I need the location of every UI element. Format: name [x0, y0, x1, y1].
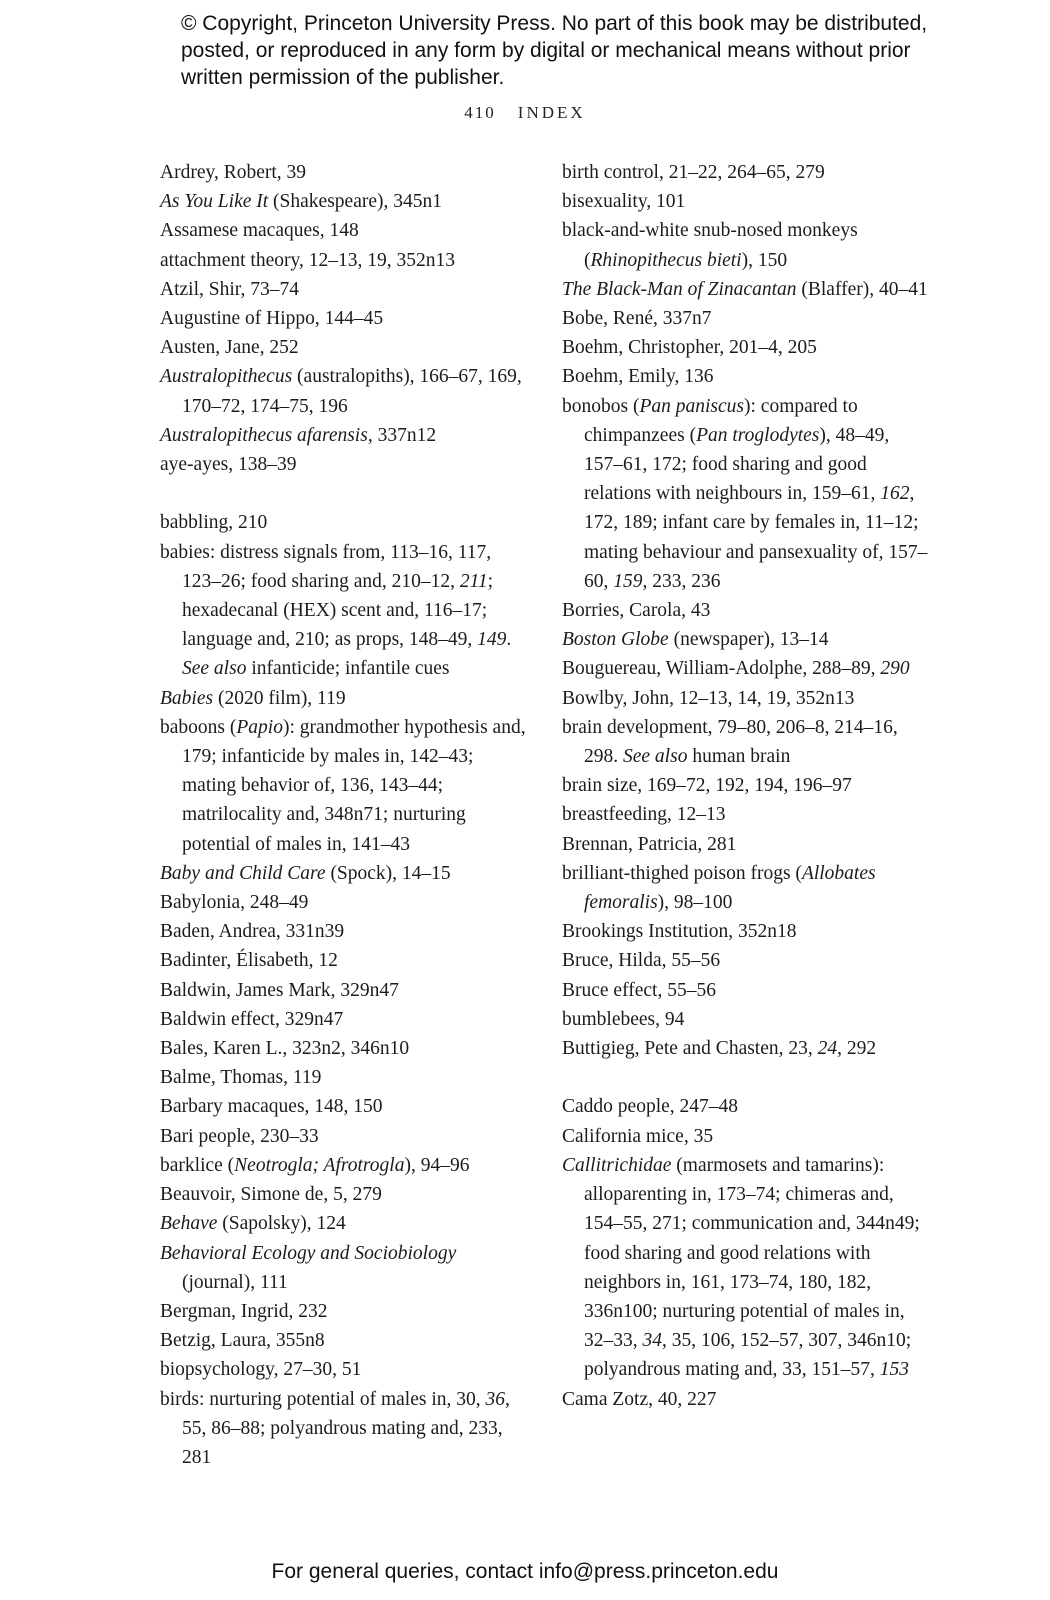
index-entry: brilliant-thighed poison frogs (Allobates femoralis), 98–100: [562, 862, 876, 914]
index-entry: Atzil, Shir, 73–74: [160, 278, 299, 300]
index-entry: Callitrichidae (marmosets and tamarins): alloparenting in, 173–74; chimeras and, 154–55, 271; communication and, 344n49; food sharing and good relations with neighbors in, 161, 173–74, 180, 182, 336n100; nurturing potential of males in, 32–33, 34, 35, 106, 152–57, 307, 346n10; polyandrous mating and, 33, 151–57, 153: [562, 1154, 920, 1381]
index-entry: Bruce effect, 55–56: [562, 979, 716, 1001]
index-entry: aye-ayes, 138–39: [160, 454, 297, 476]
index-entry: Bouguereau, William-Adolphe, 288–89, 290: [562, 658, 910, 680]
index-entry: Cama Zotz, 40, 227: [562, 1388, 717, 1410]
index-column-left: [160, 158, 530, 1472]
index-entry: Caddo people, 247–48: [562, 1096, 739, 1118]
index-entry: brain development, 79–80, 206–8, 214–16, 298. See also human brain: [562, 716, 898, 768]
section-gap: [160, 479, 530, 508]
index-entry: babies: distress signals from, 113–16, 117, 123–26; food sharing and, 210–12, 211; hexadecanal (HEX) scent and, 116–17; language and, 210; as props, 148–49, 149. See also infanticide; infantile cues: [160, 541, 512, 680]
index-entry: Barbary macaques, 148, 150: [160, 1096, 383, 1118]
index-entry: brain size, 169–72, 192, 194, 196–97: [562, 775, 852, 797]
index-entry: attachment theory, 12–13, 19, 352n13: [160, 249, 455, 271]
index-entry: bisexuality, 101: [562, 191, 686, 213]
index-entry: Boehm, Christopher, 201–4, 205: [562, 337, 817, 359]
index-entry: Austen, Jane, 252: [160, 337, 299, 359]
index-column-right: [562, 158, 932, 1414]
index-entry: Ardrey, Robert, 39: [160, 162, 307, 183]
index-entry: The Black-Man of Zinacantan (Blaffer), 40–41: [562, 278, 928, 300]
index-entry: Bobe, René, 337n7: [562, 308, 712, 330]
index-entry: Brookings Institution, 352n18: [562, 921, 797, 943]
index-entry: Brennan, Patricia, 281: [562, 833, 737, 855]
page-number: 410: [464, 103, 496, 122]
index-entry: black-and-white snub-nosed monkeys (Rhinopithecus bieti), 150: [562, 220, 858, 271]
index-entry: Australopithecus afarensis, 337n12: [160, 424, 437, 446]
index-entry: breastfeeding, 12–13: [562, 804, 726, 826]
section-title: INDEX: [517, 103, 586, 122]
index-entry: Bales, Karen L., 323n2, 346n10: [160, 1038, 410, 1060]
index-entry: Baldwin effect, 329n47: [160, 1008, 344, 1030]
copyright-notice: © Copyright, Princeton University Press. No part of this book may be distributed, posted, or reproduced in any form by digital or mechanical means without prior written permission of the publisher.: [181, 12, 928, 89]
index-entry: Behave (Sapolsky), 124: [160, 1213, 346, 1235]
index-entry: Baldwin, James Mark, 329n47: [160, 979, 399, 1001]
index-entry: biopsychology, 27–30, 51: [160, 1359, 362, 1381]
index-entry: Badinter, Élisabeth, 12: [160, 950, 338, 972]
index-entry: Bari people, 230–33: [160, 1125, 319, 1147]
index-entry: barklice (Neotrogla; Afrotrogla), 94–96: [160, 1154, 470, 1176]
index-entry: Bowlby, John, 12–13, 14, 19, 352n13: [562, 687, 855, 709]
index-entry: baboons (Papio): grandmother hypothesis and, 179; infanticide by males in, 142–43; mating behavior of, 136, 143–44; matrilocality and, 348n71; nurturing potential of males in, 141–43: [160, 716, 526, 855]
index-entry: Augustine of Hippo, 144–45: [160, 308, 384, 330]
index-entry: bonobos (Pan paniscus): compared to chimpanzees (Pan troglodytes), 48–49, 157–61, 172; food sharing and good relations with neighbours in, 159–61, 162, 172, 189; infant care by females in, 11–12; mating behaviour and pansexuality of, 157–60, 159, 233, 236: [562, 395, 928, 592]
index-entry: babbling, 210: [160, 512, 268, 534]
index-entry: California mice, 35: [562, 1125, 714, 1147]
index-entry: Balme, Thomas, 119: [160, 1067, 322, 1089]
index-entry: Babies (2020 film), 119: [160, 687, 346, 709]
index-entry: Baby and Child Care (Spock), 14–15: [160, 862, 451, 884]
index-entry: Betzig, Laura, 355n8: [160, 1330, 325, 1352]
index-entry: Buttigieg, Pete and Chasten, 23, 24, 292: [562, 1038, 877, 1060]
index-entry: Behavioral Ecology and Sociobiology (journal), 111: [160, 1242, 457, 1293]
section-gap: [562, 1063, 932, 1092]
index-entry: Assamese macaques, 148: [160, 220, 359, 242]
index-entry: Beauvoir, Simone de, 5, 279: [160, 1184, 382, 1206]
footer-contact: For general queries, contact info@press.princeton.edu: [271, 1560, 779, 1583]
index-entry: Babylonia, 248–49: [160, 892, 309, 914]
index-entry: Bruce, Hilda, 55–56: [562, 950, 721, 972]
index-entry: birth control, 21–22, 264–65, 279: [562, 162, 825, 183]
index-entry: Borries, Carola, 43: [562, 600, 711, 622]
index-entry: Boston Globe (newspaper), 13–14: [562, 629, 829, 651]
running-head: [0, 103, 1050, 123]
index-entry: Boehm, Emily, 136: [562, 366, 714, 388]
index-entry: As You Like It (Shakespeare), 345n1: [160, 191, 442, 213]
index-entry: birds: nurturing potential of males in, 30, 36, 55, 86–88; polyandrous mating and, 233, 281: [160, 1388, 510, 1468]
index-entry: Baden, Andrea, 331n39: [160, 921, 345, 943]
index-entry: bumblebees, 94: [562, 1008, 685, 1030]
index-entry: Australopithecus (australopiths), 166–67, 169, 170–72, 174–75, 196: [160, 366, 522, 417]
index-entry: Bergman, Ingrid, 232: [160, 1300, 328, 1322]
